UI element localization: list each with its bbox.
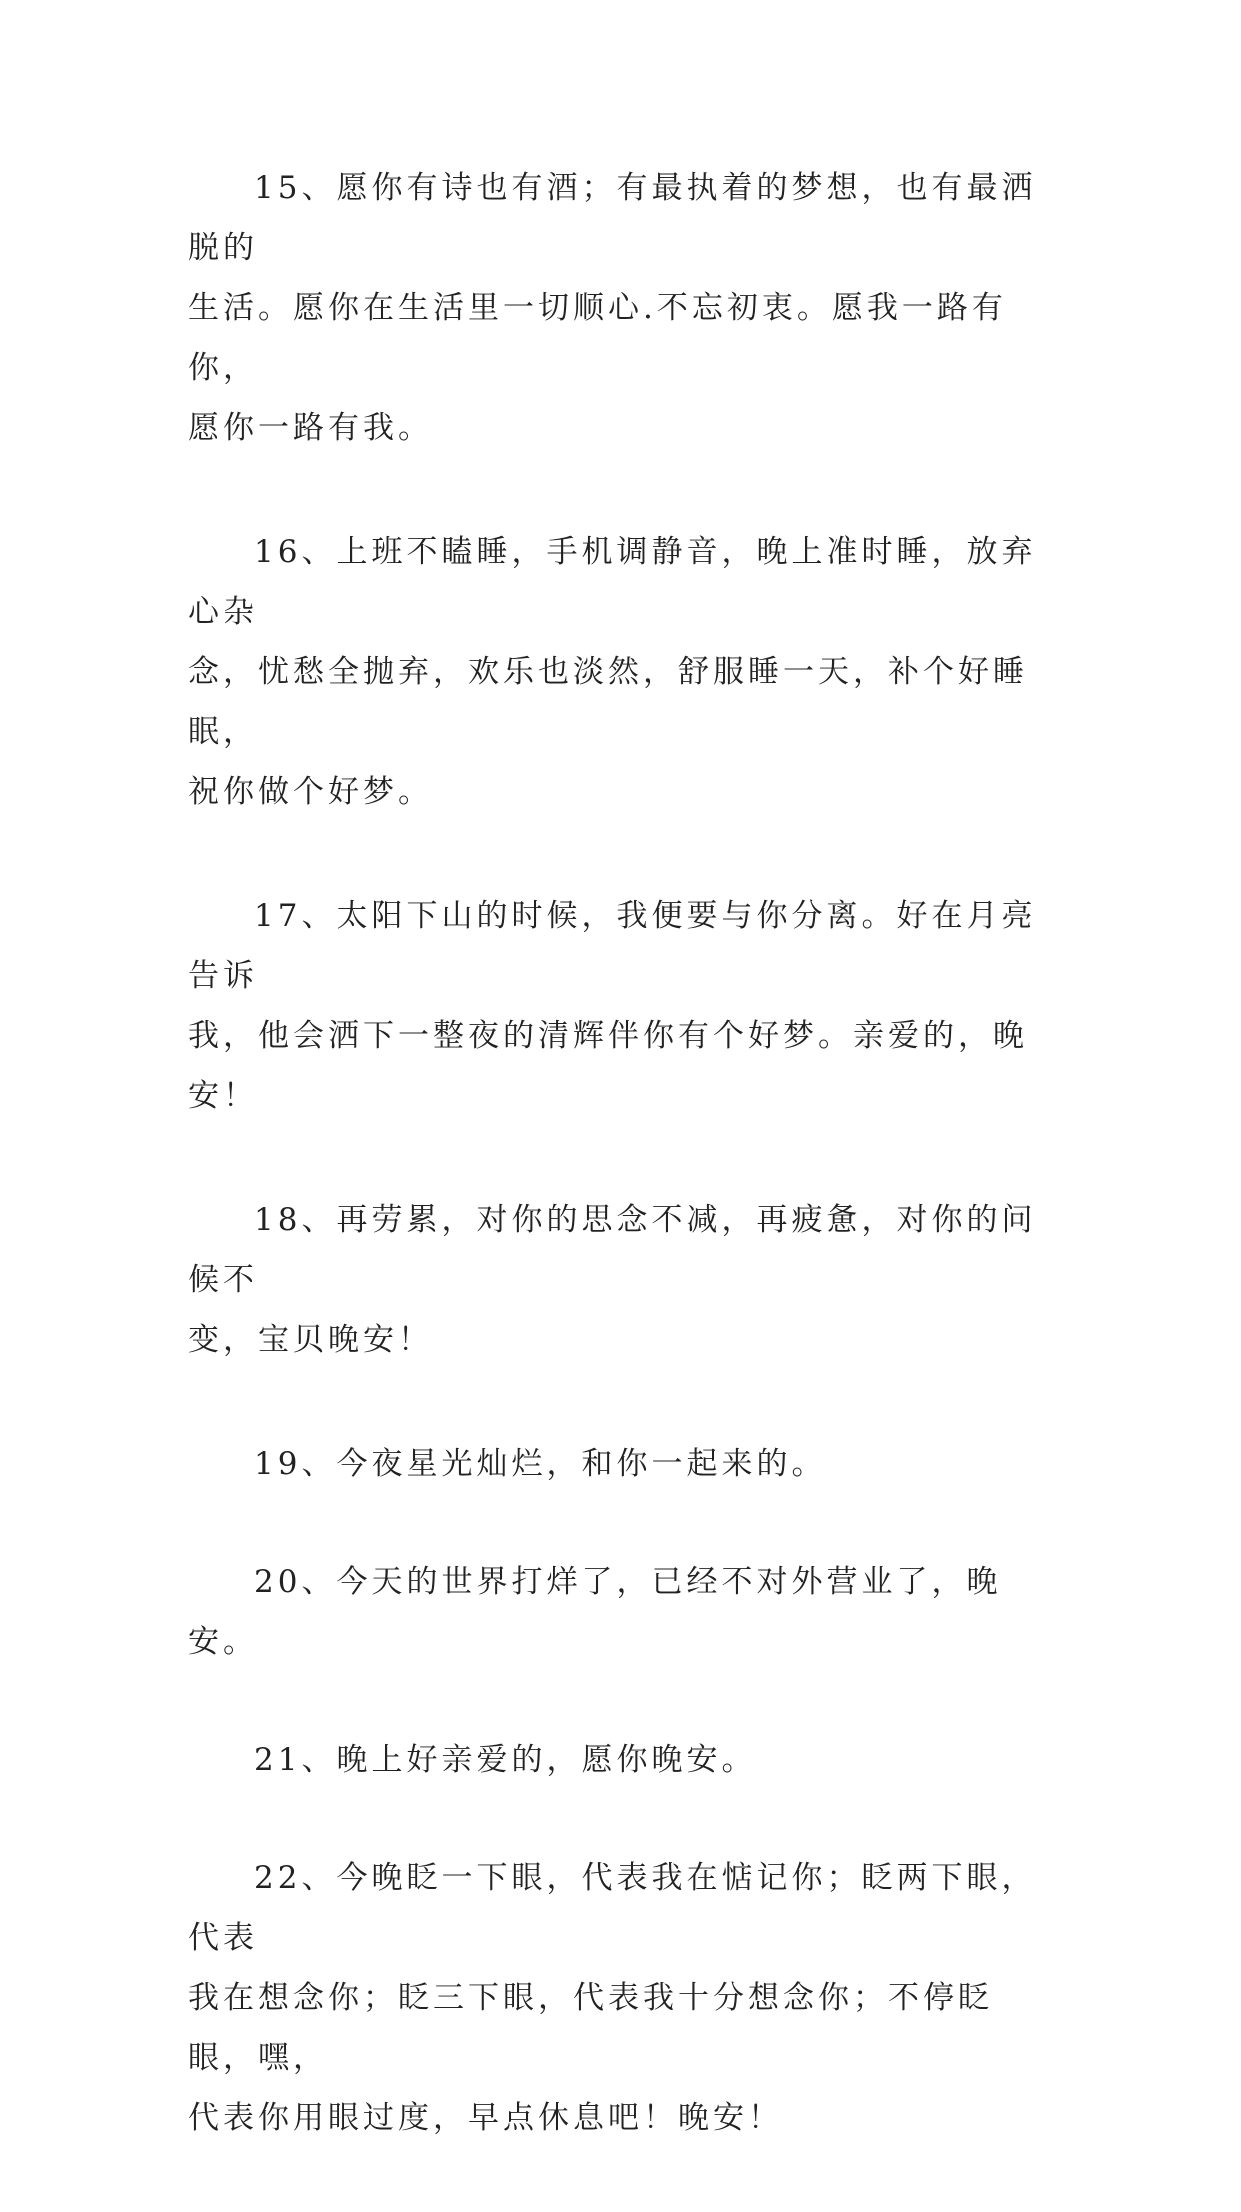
paragraph-17: 17、太阳下山的时候，我便要与你分离。好在月亮告诉 我，他会洒下一整夜的清辉伴你有个好梦。亲爱的，晚安！ bbox=[188, 898, 1037, 1114]
paragraph-22: 22、今晚眨一下眼，代表我在惦记你；眨两下眼，代表 我在想念你；眨三下眼，代表我十分想念你；不停眨眼，嘿， 代表你用眼过度，早点休息吧！晚安！ bbox=[188, 1860, 1037, 2136]
paragraph-16: 16、上班不瞌睡，手机调静音，晚上准时睡，放弃心杂 念，忧愁全抛弃，欢乐也淡然，舒服睡一天，补个好睡眠， 祝你做个好梦。 bbox=[188, 534, 1037, 810]
paragraph-15: 15、愿你有诗也有酒；有最执着的梦想，也有最洒脱的 生活。愿你在生活里一切顺心.不忘初衷。愿我一路有你， 愿你一路有我。 bbox=[188, 170, 1037, 446]
paragraph-19: 19、今夜星光灿烂，和你一起来的。 bbox=[254, 1446, 827, 1482]
paragraph-18: 18、再劳累，对你的思念不减，再疲惫，对你的问候不 变，宝贝晚安！ bbox=[188, 1202, 1037, 1358]
document-body bbox=[188, 158, 1056, 2212]
paragraph-20: 20、今天的世界打烊了，已经不对外营业了，晚安。 bbox=[188, 1564, 1002, 1660]
paragraph-21: 21、晚上好亲爱的，愿你晚安。 bbox=[254, 1742, 757, 1778]
